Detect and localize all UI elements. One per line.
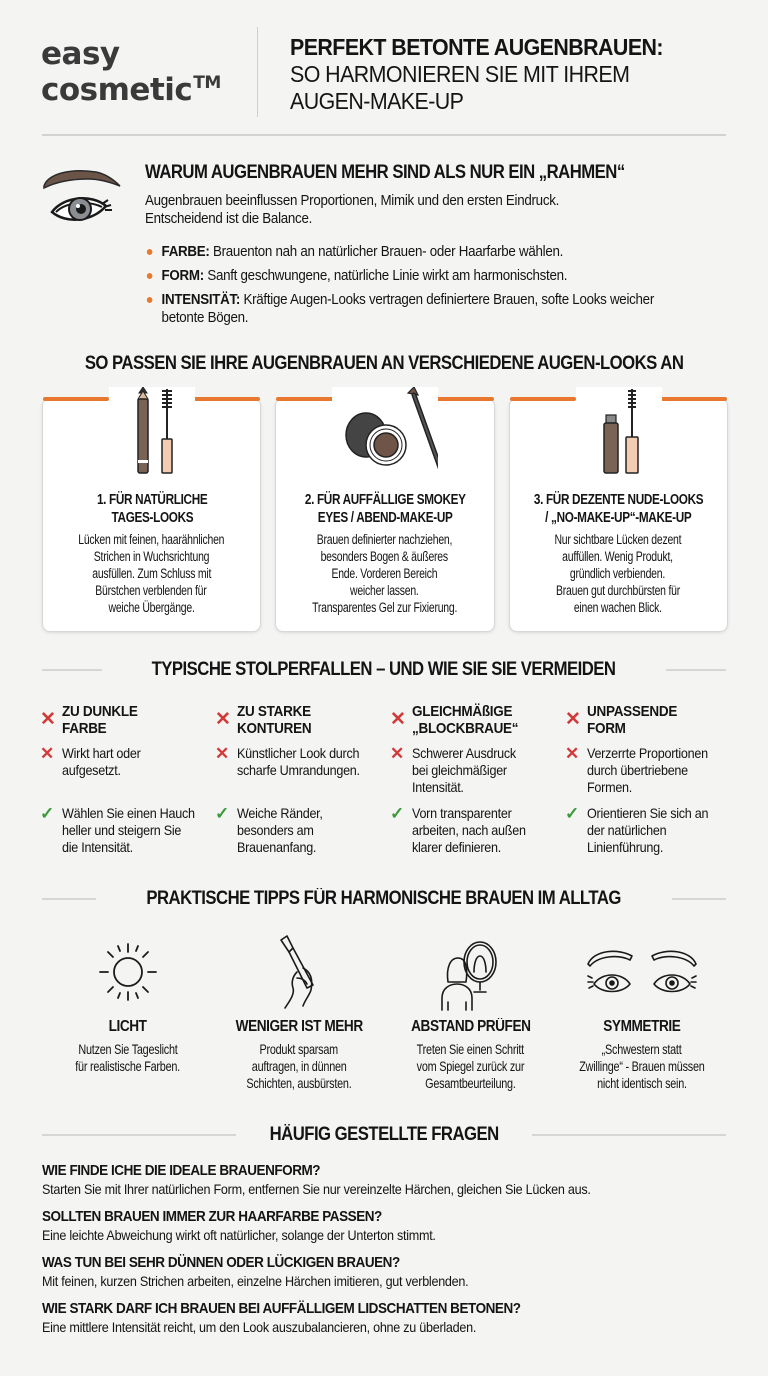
title-rule — [42, 669, 102, 671]
tip-text-line: Treten Sie einen Schritt — [417, 1041, 525, 1057]
card-title — [43, 491, 260, 527]
card-text-line: Strichen in Wuchsrichtung — [93, 549, 210, 564]
title-rule — [672, 898, 726, 900]
faq-question: WIE STARK DARF ICH BRAUEN BEI AUFFÄLLIGEM LIDSCHATTEN BETONEN? — [42, 1300, 521, 1317]
pitfall-good-line: Orientieren Sie sich an — [587, 805, 709, 821]
tip-text-line: „Schwestern statt — [602, 1041, 683, 1057]
pitfall-item — [38, 703, 213, 856]
bullet-label: FORM: — [161, 268, 204, 284]
look-card-natural — [42, 398, 261, 632]
pitfall-bad-line: Schwerer Ausdruck — [412, 745, 516, 761]
intro-text — [145, 192, 660, 228]
pitfall-item — [563, 703, 738, 856]
title-rule — [666, 669, 726, 671]
pitfall-head-line: „BLOCKBRAUE“ — [412, 720, 519, 737]
cross-icon: ✕ — [565, 744, 579, 763]
tip-item-licht — [42, 932, 214, 1102]
title-rule — [42, 1134, 236, 1136]
faq-question: WAS TUN BEI SEHR DÜNNEN ODER LÜCKIGEN BRAUEN? — [42, 1254, 400, 1271]
faq-question: SOLLTEN BRAUEN IMMER ZUR HAARFARBE PASSEN? — [42, 1208, 382, 1225]
tip-title: ABSTAND PRÜFEN — [411, 1018, 531, 1035]
faq-answer: Eine leichte Abweichung wirkt oft natürlicher, solange der Unterton stimmt. — [42, 1227, 436, 1243]
card-text-line: auffüllen. Wenig Produkt, — [562, 549, 674, 564]
tips-grid — [42, 932, 728, 1102]
faq-item — [42, 1162, 732, 1198]
title-rule — [42, 898, 96, 900]
tip-text-line: Zwillinge“ - Brauen müssen — [579, 1058, 705, 1074]
tip-text-line: Produkt sparsam — [260, 1041, 339, 1057]
pitfall-bad-line: Künstlicher Look durch — [237, 745, 360, 761]
tip-text-line: Gesamtbeurteilung. — [425, 1075, 516, 1091]
pitfall-bad-line: scharfe Umrandungen. — [237, 762, 360, 778]
pitfall-head-line: FARBE — [62, 720, 107, 737]
looks-cards — [42, 398, 728, 632]
card-accent-bar — [194, 397, 260, 401]
pitfall-good-line: Brauenanfang. — [237, 839, 317, 855]
pitfall-item — [213, 703, 388, 856]
pitfall-head-line: ZU STARKE — [237, 703, 311, 720]
bullet-label: FARBE: — [161, 244, 210, 260]
looks-section-title — [0, 353, 768, 375]
tip-text-line: auftragen, in dünnen — [251, 1058, 347, 1074]
card-text-line: Ende. Vorderen Bereich — [332, 566, 438, 581]
pitfall-good-line: Vorn transparenter — [412, 805, 512, 821]
intro-title: WARUM AUGENBRAUEN MEHR SIND ALS NUR EIN „RAHMEN“ — [145, 162, 625, 183]
card-title-line: 1. FÜR NATÜRLICHE — [96, 492, 207, 508]
page-title — [290, 34, 663, 115]
pitfall-good-line: die Intensität. — [62, 839, 133, 855]
tip-item-weniger — [214, 932, 386, 1102]
trademark: TM — [193, 73, 221, 93]
hand-with-brush-icon — [267, 932, 331, 1012]
pitfall-head-line: GLEICHMÄßIGE — [412, 703, 513, 720]
card-text-line: gründlich verbienden. — [570, 566, 666, 581]
pitfall-head-line: ZU DUNKLE — [62, 703, 138, 720]
faq-item — [42, 1254, 732, 1290]
brow-gel-tube-icon — [576, 387, 662, 477]
pitfall-good-line: heller und steigern Sie — [62, 822, 182, 838]
title-line-2: SO HARMONIEREN SIE MIT IHREM — [290, 61, 630, 87]
pitfall-bad-line: aufgesetzt. — [62, 762, 121, 778]
card-title-line: 3. FÜR DEZENTE NUDE-LOOKS — [533, 492, 704, 508]
pitfall-good-line: Weiche Ränder, — [237, 805, 323, 821]
card-text — [282, 531, 487, 616]
faq-list — [42, 1162, 732, 1346]
pitfall-bad-line: Wirkt hart oder — [62, 745, 141, 761]
eye-with-brow-icon — [40, 160, 124, 230]
pitfall-good-line: Wählen Sie einen Hauch — [62, 805, 195, 821]
card-accent-bar — [43, 397, 109, 401]
pitfall-good-line: der natürlichen — [587, 822, 667, 838]
card-text-line: Brauen gut durchbürsten für — [556, 583, 681, 598]
mirror-icon — [436, 932, 506, 1012]
intro-text-line-1: Augenbrauen beeinflussen Proportionen, Mimik und den ersten Eindruck. — [145, 193, 560, 209]
brand-logo — [41, 36, 221, 108]
header — [0, 0, 768, 136]
pitfall-good-line: arbeiten, nach außen — [412, 822, 526, 838]
pitfall-good-line: Linienführung. — [587, 839, 664, 855]
pitfall-good-line: klarer definieren. — [412, 839, 502, 855]
check-icon: ✓ — [390, 804, 404, 823]
card-text-line: weiche Übergänge. — [108, 600, 195, 615]
brow-pomade-and-brush-icon — [332, 387, 438, 477]
bullet-text: Brauenton nah an natürlicher Brauen- oder Haarfarbe wählen. — [212, 244, 564, 260]
cross-icon: ✕ — [215, 744, 229, 763]
check-icon: ✓ — [40, 804, 54, 823]
pitfall-item — [388, 703, 563, 856]
tip-title: WENIGER IST MEHR — [235, 1018, 363, 1035]
title-line-3: AUGEN-MAKE-UP — [290, 88, 464, 114]
cross-icon: ✕ — [40, 709, 56, 730]
card-text-line: ausfüllen. Zum Schluss mit — [92, 566, 212, 581]
faq-title-text: HÄUFIG GESTELLTE FRAGEN — [269, 1124, 499, 1145]
card-text-line: Transparentes Gel zur Fixierung. — [312, 600, 458, 615]
pitfall-head-line: KONTUREN — [237, 720, 312, 737]
tip-text-line: nicht identisch sein. — [597, 1075, 688, 1091]
title-line-1: PERFEKT BETONTE AUGENBRAUEN: — [290, 34, 663, 60]
cross-icon: ✕ — [40, 744, 54, 763]
bullet-farbe — [145, 243, 679, 261]
card-title-line: 2. FÜR AUFFÄLLIGE SMOKEY — [304, 492, 466, 508]
bullet-form — [145, 267, 679, 285]
faq-answer: Mit feinen, kurzen Strichen arbeiten, einzelne Härchen imitieren, gut verblenden. — [42, 1273, 469, 1289]
cross-icon: ✕ — [390, 709, 406, 730]
intro-text-line-2: Entscheidend ist die Balance. — [145, 211, 313, 227]
looks-title-text: SO PASSEN SIE IHRE AUGENBRAUEN AN VERSCHIEDENE AUGEN-LOOKS AN — [84, 353, 684, 374]
pitfalls-grid — [38, 703, 738, 856]
card-text-line: weicher lassen. — [350, 583, 420, 598]
faq-question: WIE FINDE ICHE DIE IDEALE BRAUENFORM? — [42, 1162, 321, 1179]
sun-icon — [96, 940, 160, 1004]
faq-answer: Eine mittlere Intensität reicht, um den Look auszubalancieren, ohne zu überladen. — [42, 1319, 477, 1335]
tip-item-abstand — [385, 932, 557, 1102]
tip-text-line: für realistische Farben. — [75, 1058, 181, 1074]
tip-title: LICHT — [108, 1018, 147, 1035]
pitfalls-section-title — [0, 659, 768, 681]
header-rule — [42, 134, 726, 136]
pitfall-bad-line: bei gleichmäßiger — [412, 762, 507, 778]
brow-pencil-and-spoolie-icon — [109, 387, 195, 477]
check-icon: ✓ — [215, 804, 229, 823]
tips-section-title — [0, 888, 768, 910]
bullet-label: INTENSITÄT: — [161, 292, 241, 308]
card-text-line: einen wachen Blick. — [574, 600, 663, 615]
card-title-line: / „NO-MAKE-UP“-MAKE-UP — [545, 510, 692, 526]
card-title — [510, 491, 727, 527]
faq-item — [42, 1208, 732, 1244]
card-text-line: Lücken mit feinen, haarähnlichen — [78, 532, 225, 547]
card-text-line: besonders Bogen & äußeres — [321, 549, 449, 564]
tip-text-line: vom Spiegel zurück zur — [416, 1058, 525, 1074]
card-text — [49, 531, 254, 616]
look-card-smokey — [275, 398, 494, 632]
faq-item — [42, 1300, 732, 1336]
pitfall-bad-line: Formen. — [587, 779, 633, 795]
cross-icon: ✕ — [565, 709, 581, 730]
cross-icon: ✕ — [390, 744, 404, 763]
tip-text-line: Schichten, ausbürsten. — [246, 1075, 352, 1091]
pitfall-bad-line: Verzerrte Proportionen — [587, 745, 708, 761]
pitfall-head-line: UNPASSENDE — [587, 703, 678, 720]
card-accent-bar — [661, 397, 727, 401]
cross-icon: ✕ — [215, 709, 231, 730]
logo-line-1: easy — [41, 36, 120, 72]
logo-line-2: cosmetic — [41, 72, 193, 108]
bullet-text: Kräftige Augen-Looks vertragen definiertere Brauen, softe Looks weicher betonte Bögen. — [161, 292, 654, 326]
eyes-and-brows-icon — [582, 942, 702, 1002]
check-icon: ✓ — [565, 804, 579, 823]
card-title-line: TAGES-LOOKS — [110, 510, 193, 526]
card-text-line: Nur sichtbare Lücken dezent — [554, 532, 682, 547]
pitfalls-title-text: TYPISCHE STOLPERFALLEN – UND WIE SIE SIE VERMEIDEN — [152, 659, 616, 680]
intro-bullet-list — [145, 243, 725, 333]
pitfall-bad-line: Intensität. — [412, 779, 464, 795]
tip-title: SYMMETRIE — [603, 1018, 681, 1035]
pitfall-head-line: FORM — [587, 720, 626, 737]
card-text — [516, 531, 721, 616]
bullet-text: Sanft geschwungene, natürliche Linie wirkt am harmonischsten. — [207, 268, 568, 284]
header-divider — [257, 27, 258, 117]
card-accent-bar — [510, 397, 576, 401]
tips-title-text: PRAKTISCHE TIPPS FÜR HARMONISCHE BRAUEN IM ALLTAG — [146, 888, 622, 909]
faq-answer: Starten Sie mit Ihrer natürlichen Form, entfernen Sie nur vereinzelte Härchen, gleichen Sie Lücken aus. — [42, 1181, 591, 1197]
bullet-intensitaet — [145, 291, 679, 327]
pitfall-bad-line: durch übertriebene — [587, 762, 688, 778]
look-card-nude — [509, 398, 728, 632]
card-title-line: EYES / ABEND-MAKE-UP — [317, 510, 453, 526]
tip-item-symmetrie — [557, 932, 729, 1102]
faq-section-title — [0, 1124, 768, 1146]
title-rule — [532, 1134, 726, 1136]
tip-text-line: Nutzen Sie Tageslicht — [78, 1041, 178, 1057]
card-text-line: Bürstchen verblenden für — [96, 583, 208, 598]
card-title — [276, 491, 493, 527]
card-text-line: Brauen definierter nachziehen, — [317, 532, 453, 547]
pitfall-good-line: besonders am — [237, 822, 314, 838]
